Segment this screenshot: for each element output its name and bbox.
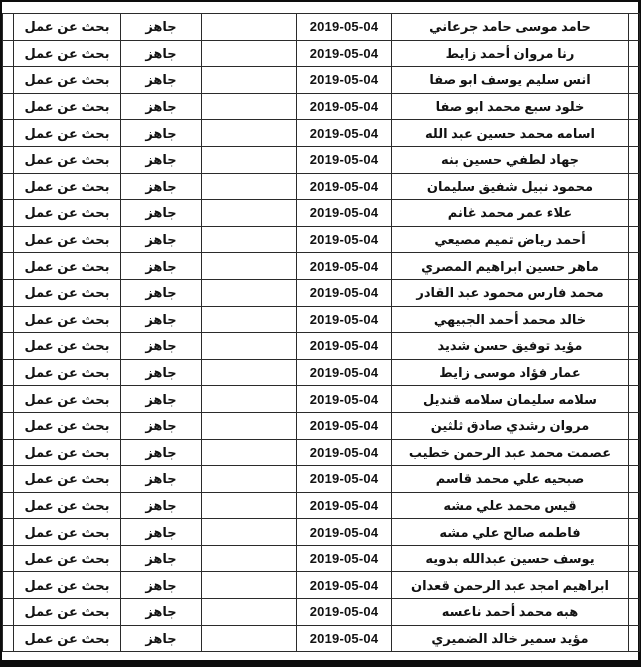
cell-applicant-name: عصمت محمد عبد الرحمن خطيب	[392, 439, 629, 466]
table-row	[3, 279, 640, 306]
cell-status: جاهز	[121, 599, 202, 626]
cell-work-search: بحث عن عمل	[14, 200, 121, 227]
cell-right-margin	[629, 545, 640, 572]
cell-left-margin	[3, 226, 14, 253]
table-row	[3, 253, 640, 280]
cell-status: جاهز	[121, 519, 202, 546]
cell-right-margin	[629, 599, 640, 626]
table-row	[3, 439, 640, 466]
table-row	[3, 306, 640, 333]
cell-status: جاهز	[121, 439, 202, 466]
cell-applicant-name: جهاد لطفي حسين بنه	[392, 146, 629, 173]
cell-work-search: بحث عن عمل	[14, 14, 121, 41]
cell-applicant-name: علاء عمر محمد غانم	[392, 200, 629, 227]
cell-empty	[202, 519, 297, 546]
cell-applicant-name: محمد فارس محمود عبد القادر	[392, 279, 629, 306]
scan-edge-top	[0, 0, 641, 2]
cell-work-search: بحث عن عمل	[14, 466, 121, 493]
cell-empty	[202, 200, 297, 227]
table-row	[3, 93, 640, 120]
scan-edge-bottom	[0, 660, 641, 667]
cell-left-margin	[3, 173, 14, 200]
cell-date: 2019-05-04	[297, 173, 392, 200]
cell-right-margin	[629, 279, 640, 306]
cell-date: 2019-05-04	[297, 253, 392, 280]
cell-date: 2019-05-04	[297, 279, 392, 306]
cell-left-margin	[3, 599, 14, 626]
cell-applicant-name: أحمد رياض تميم مصيعي	[392, 226, 629, 253]
cell-empty	[202, 412, 297, 439]
cell-date: 2019-05-04	[297, 67, 392, 94]
cell-applicant-name: ابراهيم امجد عبد الرحمن قعدان	[392, 572, 629, 599]
cell-empty	[202, 359, 297, 386]
cell-work-search: بحث عن عمل	[14, 412, 121, 439]
table-row	[3, 519, 640, 546]
cell-empty	[202, 67, 297, 94]
cell-applicant-name: فاطمه صالح علي مشه	[392, 519, 629, 546]
cell-date: 2019-05-04	[297, 572, 392, 599]
cell-left-margin	[3, 386, 14, 413]
table-row	[3, 333, 640, 360]
cell-right-margin	[629, 93, 640, 120]
table-row	[3, 466, 640, 493]
cell-status: جاهز	[121, 359, 202, 386]
cell-left-margin	[3, 200, 14, 227]
cell-empty	[202, 572, 297, 599]
cell-work-search: بحث عن عمل	[14, 120, 121, 147]
cell-left-margin	[3, 120, 14, 147]
cell-applicant-name: سلامه سليمان سلامه قنديل	[392, 386, 629, 413]
cell-date: 2019-05-04	[297, 545, 392, 572]
cell-status: جاهز	[121, 306, 202, 333]
cell-date: 2019-05-04	[297, 519, 392, 546]
cell-right-margin	[629, 200, 640, 227]
cell-left-margin	[3, 545, 14, 572]
cell-applicant-name: هبه محمد أحمد ناعسه	[392, 599, 629, 626]
cell-empty	[202, 466, 297, 493]
cell-left-margin	[3, 146, 14, 173]
cell-date: 2019-05-04	[297, 466, 392, 493]
cell-applicant-name: اسامه محمد حسين عبد الله	[392, 120, 629, 147]
cell-status: جاهز	[121, 120, 202, 147]
table-row	[3, 120, 640, 147]
cell-work-search: بحث عن عمل	[14, 226, 121, 253]
cell-right-margin	[629, 492, 640, 519]
cell-right-margin	[629, 439, 640, 466]
cell-date: 2019-05-04	[297, 120, 392, 147]
cell-right-margin	[629, 40, 640, 67]
table-row	[3, 386, 640, 413]
cell-left-margin	[3, 333, 14, 360]
cell-left-margin	[3, 466, 14, 493]
table-row	[3, 146, 640, 173]
cell-empty	[202, 146, 297, 173]
cell-left-margin	[3, 93, 14, 120]
cell-empty	[202, 93, 297, 120]
cell-empty	[202, 545, 297, 572]
cell-work-search: بحث عن عمل	[14, 545, 121, 572]
cell-left-margin	[3, 412, 14, 439]
cell-date: 2019-05-04	[297, 359, 392, 386]
cell-work-search: بحث عن عمل	[14, 492, 121, 519]
cell-work-search: بحث عن عمل	[14, 306, 121, 333]
cell-applicant-name: مؤيد توفيق حسن شديد	[392, 333, 629, 360]
table-row	[3, 359, 640, 386]
cell-work-search: بحث عن عمل	[14, 146, 121, 173]
cell-status: جاهز	[121, 386, 202, 413]
cell-applicant-name: مؤيد سمير خالد الضميري	[392, 625, 629, 652]
table-row	[3, 572, 640, 599]
cell-work-search: بحث عن عمل	[14, 173, 121, 200]
cell-right-margin	[629, 412, 640, 439]
cell-right-margin	[629, 306, 640, 333]
cell-right-margin	[629, 359, 640, 386]
cell-empty	[202, 40, 297, 67]
cell-date: 2019-05-04	[297, 14, 392, 41]
cell-right-margin	[629, 466, 640, 493]
cell-empty	[202, 279, 297, 306]
cell-status: جاهز	[121, 173, 202, 200]
cell-empty	[202, 173, 297, 200]
cell-status: جاهز	[121, 466, 202, 493]
cell-applicant-name: عمار فؤاد موسى زايط	[392, 359, 629, 386]
cell-status: جاهز	[121, 40, 202, 67]
cell-right-margin	[629, 625, 640, 652]
cell-applicant-name: قيس محمد علي مشه	[392, 492, 629, 519]
cell-empty	[202, 625, 297, 652]
cell-date: 2019-05-04	[297, 146, 392, 173]
cell-left-margin	[3, 625, 14, 652]
cell-date: 2019-05-04	[297, 40, 392, 67]
cell-work-search: بحث عن عمل	[14, 67, 121, 94]
cell-status: جاهز	[121, 545, 202, 572]
cell-work-search: بحث عن عمل	[14, 359, 121, 386]
cell-date: 2019-05-04	[297, 492, 392, 519]
cell-left-margin	[3, 306, 14, 333]
cell-empty	[202, 253, 297, 280]
cell-date: 2019-05-04	[297, 226, 392, 253]
table-row	[3, 200, 640, 227]
cell-applicant-name: خلود سبع محمد ابو صفا	[392, 93, 629, 120]
cell-date: 2019-05-04	[297, 93, 392, 120]
cell-empty	[202, 439, 297, 466]
cell-work-search: بحث عن عمل	[14, 279, 121, 306]
cell-date: 2019-05-04	[297, 412, 392, 439]
cell-left-margin	[3, 572, 14, 599]
cell-status: جاهز	[121, 226, 202, 253]
cell-status: جاهز	[121, 14, 202, 41]
cell-left-margin	[3, 279, 14, 306]
table-row	[3, 40, 640, 67]
cell-empty	[202, 14, 297, 41]
cell-work-search: بحث عن عمل	[14, 333, 121, 360]
cell-empty	[202, 386, 297, 413]
cell-left-margin	[3, 40, 14, 67]
cell-status: جاهز	[121, 492, 202, 519]
cell-work-search: بحث عن عمل	[14, 40, 121, 67]
cell-status: جاهز	[121, 412, 202, 439]
cell-applicant-name: رنا مروان أحمد زايط	[392, 40, 629, 67]
cell-work-search: بحث عن عمل	[14, 519, 121, 546]
cell-right-margin	[629, 572, 640, 599]
cell-status: جاهز	[121, 93, 202, 120]
applicants-table-body	[3, 14, 640, 652]
cell-empty	[202, 226, 297, 253]
cell-work-search: بحث عن عمل	[14, 599, 121, 626]
cell-applicant-name: صبحيه علي محمد قاسم	[392, 466, 629, 493]
cell-applicant-name: محمود نبيل شفيق سليمان	[392, 173, 629, 200]
cell-work-search: بحث عن عمل	[14, 253, 121, 280]
cell-status: جاهز	[121, 146, 202, 173]
cell-right-margin	[629, 67, 640, 94]
cell-status: جاهز	[121, 67, 202, 94]
cell-empty	[202, 333, 297, 360]
cell-applicant-name: يوسف حسين عبدالله بدويه	[392, 545, 629, 572]
table-row	[3, 545, 640, 572]
applicants-table	[2, 13, 640, 652]
cell-applicant-name: خالد محمد أحمد الجبيهي	[392, 306, 629, 333]
cell-right-margin	[629, 386, 640, 413]
cell-applicant-name: انس سليم يوسف ابو صفا	[392, 67, 629, 94]
cell-date: 2019-05-04	[297, 625, 392, 652]
cell-status: جاهز	[121, 572, 202, 599]
table-row	[3, 599, 640, 626]
cell-right-margin	[629, 173, 640, 200]
cell-date: 2019-05-04	[297, 386, 392, 413]
cell-left-margin	[3, 492, 14, 519]
cell-left-margin	[3, 67, 14, 94]
cell-date: 2019-05-04	[297, 439, 392, 466]
table-row	[3, 173, 640, 200]
cell-empty	[202, 120, 297, 147]
cell-date: 2019-05-04	[297, 306, 392, 333]
cell-right-margin	[629, 519, 640, 546]
cell-applicant-name: مروان رشدي صادق ثلثين	[392, 412, 629, 439]
cell-left-margin	[3, 14, 14, 41]
cell-status: جاهز	[121, 253, 202, 280]
cell-date: 2019-05-04	[297, 333, 392, 360]
cell-status: جاهز	[121, 625, 202, 652]
cell-applicant-name: ماهر حسين ابراهيم المصري	[392, 253, 629, 280]
cell-left-margin	[3, 519, 14, 546]
cell-left-margin	[3, 359, 14, 386]
table-row	[3, 14, 640, 41]
cell-work-search: بحث عن عمل	[14, 625, 121, 652]
cell-work-search: بحث عن عمل	[14, 572, 121, 599]
cell-work-search: بحث عن عمل	[14, 386, 121, 413]
cell-right-margin	[629, 14, 640, 41]
table-row	[3, 67, 640, 94]
table-row	[3, 492, 640, 519]
cell-empty	[202, 306, 297, 333]
cell-work-search: بحث عن عمل	[14, 93, 121, 120]
cell-left-margin	[3, 253, 14, 280]
table-row	[3, 625, 640, 652]
cell-empty	[202, 492, 297, 519]
cell-right-margin	[629, 253, 640, 280]
cell-date: 2019-05-04	[297, 599, 392, 626]
cell-status: جاهز	[121, 279, 202, 306]
cell-status: جاهز	[121, 333, 202, 360]
cell-right-margin	[629, 226, 640, 253]
table-row	[3, 412, 640, 439]
cell-right-margin	[629, 333, 640, 360]
cell-right-margin	[629, 120, 640, 147]
cell-applicant-name: حامد موسى حامد جرعاني	[392, 14, 629, 41]
cell-empty	[202, 599, 297, 626]
cell-status: جاهز	[121, 200, 202, 227]
cell-right-margin	[629, 146, 640, 173]
cell-work-search: بحث عن عمل	[14, 439, 121, 466]
cell-left-margin	[3, 439, 14, 466]
cell-date: 2019-05-04	[297, 200, 392, 227]
table-row	[3, 226, 640, 253]
